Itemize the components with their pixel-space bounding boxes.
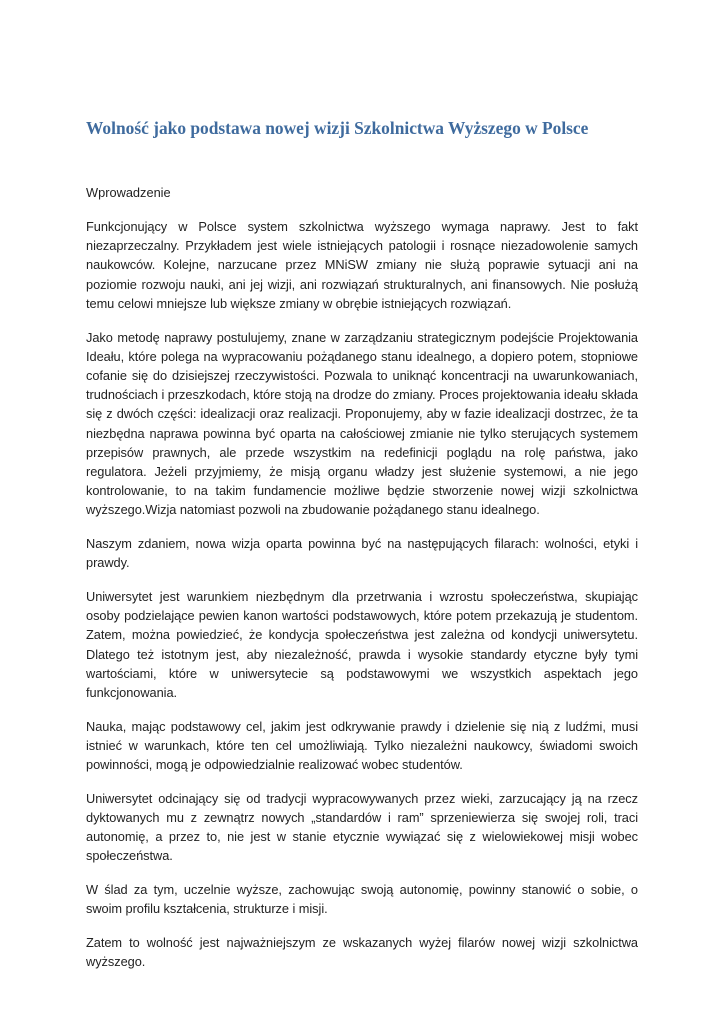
paragraph-7: W ślad za tym, uczelnie wyższe, zachowując swoją autonomię, powinny stanowić o sobie, o swoim profilu kształcenia, strukturze i misji. <box>86 882 638 917</box>
paragraph-2: Jako metodę naprawy postulujemy, znane w zarządzaniu strategicznym podejście Projektowania Ideału, które polega na wypracowaniu pożądanego stanu idealnego, a dopiero potem, stopniowe cofanie się do dzisiejszej rzeczywistości. Pozwala to uniknąć koncentracji na uwarunkowaniach, trudnościach i przeszkodach, które stoją na drodze do zmiany. Proces projektowania ideału składa się z dwóch części: idealizacji oraz realizacji. Proponujemy, aby w fazie idealizacji dostrzec, że ta niezbędna naprawa powinna być oparta na całościowej zmianie nie tylko sterujących systemem przepisów prawnych, ale przede wszystkim na redefinicji poglądu na rolę państwa, jako regulatora. Jeżeli przyjmiemy, że misją organu władzy jest służenie systemowi, a nie jego kontrolowanie, to na takim fundamencie możliwe będzie stworzenie nowej wizji szkolnictwa wyższego.Wizja natomiast pozwoli na zbudowanie pożądanego stanu idealnego. <box>86 329 638 518</box>
paragraph-8: Zatem to wolność jest najważniejszym ze wskazanych wyżej filarów nowej wizji szkolnictwa wyższego. <box>86 935 638 970</box>
paragraph-5: Nauka, mając podstawowy cel, jakim jest odkrywanie prawdy i dzielenie się nią z ludźmi, musi istnieć w warunkach, które ten cel umożliwiają. Tylko niezależni naukowcy, świadomi swoich powinności, mogą je odpowiedzialnie realizować wobec studentów. <box>86 718 638 773</box>
paragraph-1: Funkcjonujący w Polsce system szkolnictwa wyższego wymaga naprawy. Jest to fakt niezaprzeczalny. Przykładem jest wiele istniejących patologii i rosnące niezadowolenie samych naukowców. Kolejne, narzucane przez MNiSW zmiany nie służą poprawie sytuacji ani na poziomie rozwoju nauki, ani jej wizji, ani rozwiązań strukturalnych, ani finansowych. Nie posłużą temu celowi mniejsze lub większe zmiany w obrębie istniejących rozwiązań. <box>86 219 638 311</box>
paragraph-4: Uniwersytet jest warunkiem niezbędnym dla przetrwania i wzrostu społeczeństwa, skupiając osoby podzielające pewien kanon wartości podstawowych, które potem przekazują je studentom. Zatem, można powiedzieć, że kondycja społeczeństwa jest zależna od kondycji uniwersytetu. Dlatego też istotnym jest, aby niezależność, prawda i wysokie standardy etyczne były tymi wartościami, które w uniwersytecie są podstawowymi we wszystkich aspektach jego funkcjonowania. <box>86 588 638 700</box>
paragraph-6: Uniwersytet odcinający się od tradycji wypracowywanych przez wieki, zarzucający ją na rzecz dyktowanych mu z zewnątrz nowych „standardów i ram” sprzeniewierza się swojej roli, traci autonomię, a przez to, nie jest w stanie etycznie wywiązać się z wielowiekowej misji wobec społeczeństwa. <box>86 790 638 864</box>
paragraph-3: Naszym zdaniem, nowa wizja oparta powinna być na następujących filarach: wolności, etyki i prawdy. <box>86 536 638 571</box>
document-title: Wolność jako podstawa nowej wizji Szkolnictwa Wyższego w Polsce <box>86 118 589 138</box>
section-heading: Wprowadzenie <box>86 185 171 200</box>
